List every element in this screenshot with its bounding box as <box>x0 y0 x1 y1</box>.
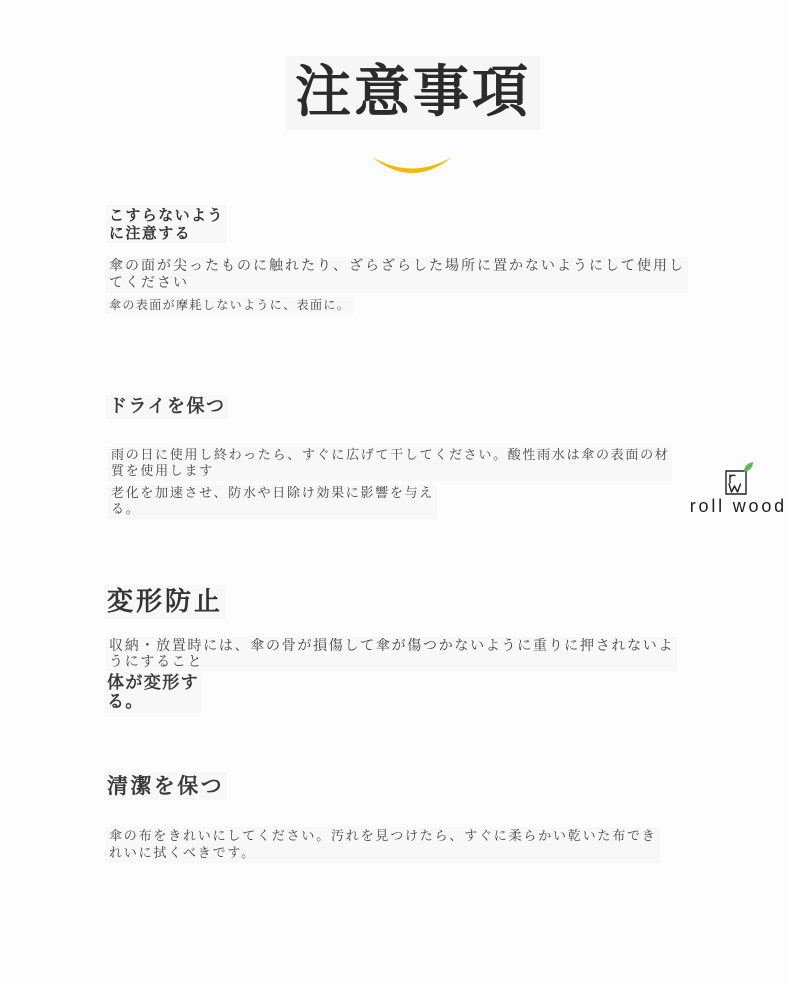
brand-name: roll wood <box>689 496 787 516</box>
section-note-no-rubbing: 傘の表面が摩耗しないように、表面に。 <box>106 297 353 314</box>
section-body-keep-clean: 傘の布をきれいにしてください。汚れを見つけたら、すぐに柔らかい乾いた布でき れいに拭くべきです。 <box>106 827 660 863</box>
section-heading-keep-clean: 清潔を保つ <box>104 772 227 800</box>
roll-wood-logo-icon <box>722 461 756 497</box>
section-body-keep-dry: 雨の日に使用し終わったら、すぐに広げて干してください。酸性雨水は傘の表面の材 質を使用します <box>108 447 672 481</box>
section-heading-prevent-deformation: 変形防止 <box>104 585 226 619</box>
section-body-prevent-deformation: 収納・放置時には、傘の骨が損傷して傘が傷つかないように重りに押されないよ うにすること <box>106 637 677 671</box>
section-note-keep-dry: 老化を加速させ、防水や日除け効果に影響を与え る。 <box>108 485 437 519</box>
section-heading-no-rubbing: こすらないよう に注意する <box>106 205 227 243</box>
section-heading-keep-dry: ドライを保つ <box>106 395 228 419</box>
smile-curve-icon <box>368 150 458 180</box>
page-title: 注意事項 <box>286 56 540 130</box>
section-note-prevent-deformation: 体が変形す る。 <box>104 673 202 713</box>
section-body-no-rubbing: 傘の面が尖ったものに触れたり、ざらざらした場所に置かないようにして使用し てください <box>106 257 688 293</box>
